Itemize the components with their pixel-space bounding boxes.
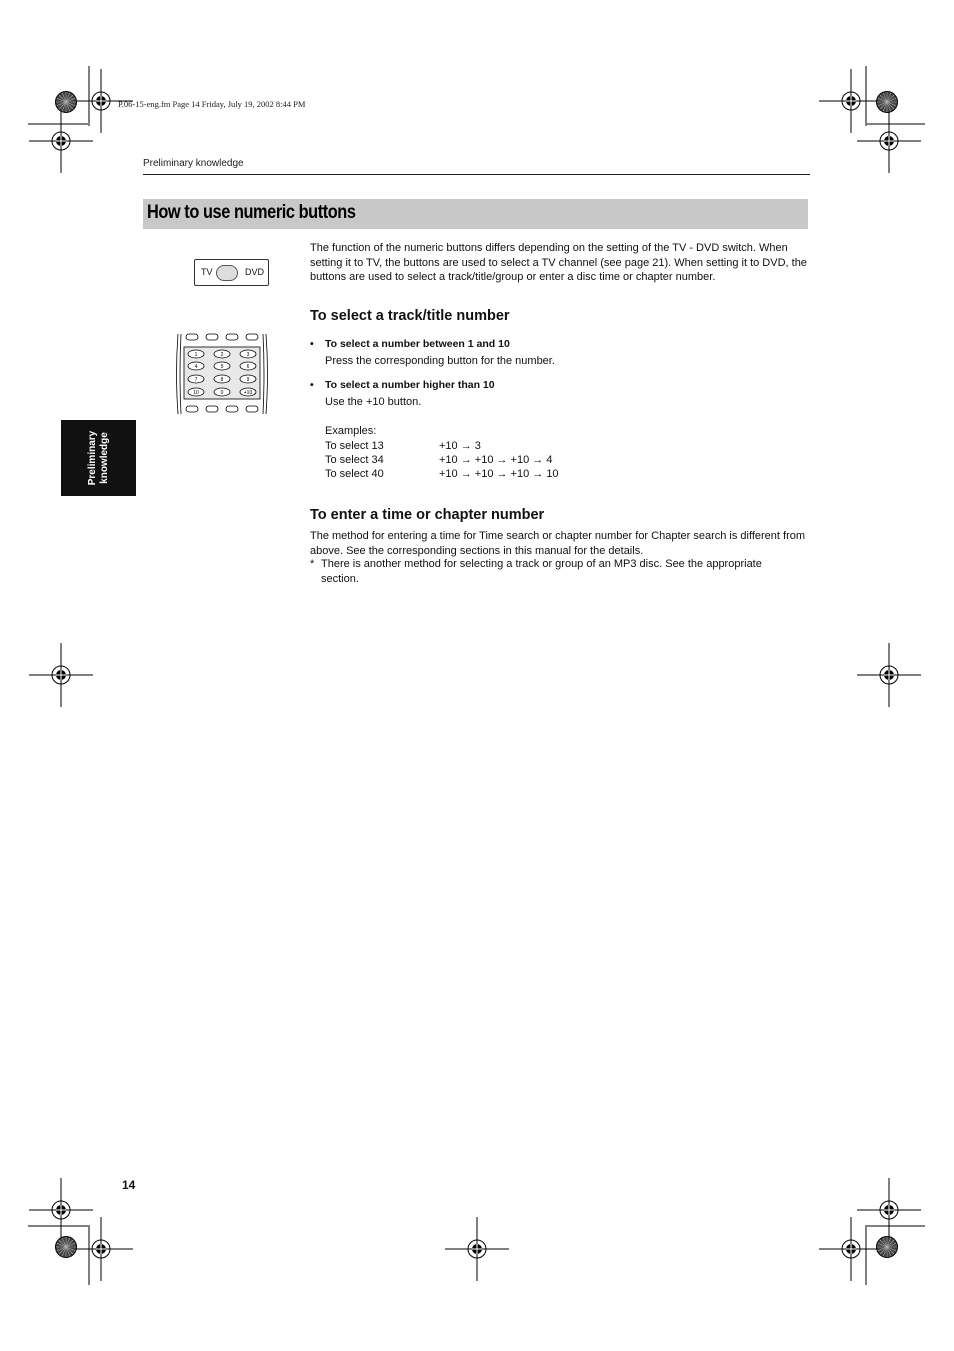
page-title: How to use numeric buttons (147, 202, 356, 223)
heading-select-track: To select a track/title number (310, 308, 510, 324)
bullet-1-to-10 (310, 338, 510, 350)
svg-text:1: 1 (194, 352, 198, 358)
running-header: Preliminary knowledge (143, 158, 244, 169)
example-row (325, 454, 552, 466)
svg-text:7: 7 (194, 377, 198, 383)
file-slug: P.06-15-eng.fm Page 14 Friday, July 19, 2002 8:44 PM (118, 99, 306, 109)
example-label: To select 40 (325, 468, 384, 480)
example-value: +10 → 3 (439, 440, 481, 452)
intro-paragraph: The function of the numeric buttons differs depending on the setting of the TV - DVD switch. When setting it to TV, the buttons are used to select a TV channel (see page 21). When setting it to DVD, the buttons are used to select a track/title/group or enter a disc time or chapter number. (310, 242, 807, 283)
title-bar (143, 199, 808, 229)
bullet-1-text: Press the corresponding button for the number. (325, 355, 555, 367)
side-tab-line2: knowledge (98, 432, 110, 484)
tv-dvd-switch-illustration (194, 259, 269, 286)
examples-label: Examples: (325, 425, 377, 437)
side-tab-line1: Preliminary (86, 430, 98, 486)
example-row (325, 440, 481, 452)
svg-text:9: 9 (246, 377, 250, 383)
note-text: There is another method for selecting a track or group of an MP3 disc. See the appropriate section. (321, 558, 762, 585)
bullet-label: To select a number higher than 10 (325, 379, 495, 391)
example-value: +10 → +10 → +10 → 4 (439, 454, 553, 466)
switch-label-dvd: DVD (245, 267, 265, 277)
switch-knob (216, 265, 238, 281)
bullet-dot: • (310, 338, 314, 350)
page-number: 14 (122, 1178, 136, 1192)
example-value: +10 → +10 → +10 → 10 (439, 468, 559, 480)
svg-text:6: 6 (246, 364, 250, 370)
svg-text:3: 3 (246, 352, 250, 358)
heading-time-chapter: To enter a time or chapter number (310, 507, 545, 523)
mp3-note (310, 557, 808, 586)
switch-label-tv: TV (201, 267, 213, 277)
note-asterisk: * (310, 558, 315, 570)
bullet-2-text: Use the +10 button. (325, 396, 422, 408)
side-tab-label (87, 423, 111, 493)
side-tab (61, 420, 136, 496)
time-chapter-paragraph: The method for entering a time for Time search or chapter number for Chapter search is different from above. See the corresponding sections in this manual for the details. (310, 530, 806, 557)
svg-text:5: 5 (220, 364, 224, 370)
svg-text:+10: +10 (243, 390, 253, 396)
bullet-label: To select a number between 1 and 10 (325, 338, 510, 350)
example-label: To select 13 (325, 440, 384, 452)
example-label: To select 34 (325, 454, 384, 466)
svg-text:2: 2 (220, 352, 224, 358)
svg-text:8: 8 (220, 377, 224, 383)
svg-text:4: 4 (194, 364, 198, 370)
example-row (325, 468, 559, 480)
header-rule (143, 174, 810, 175)
svg-text:0: 0 (220, 390, 224, 396)
bullet-dot: • (310, 379, 314, 391)
numeric-keypad-illustration (174, 330, 270, 418)
svg-text:10: 10 (193, 390, 199, 396)
bullet-higher-than-10 (310, 379, 495, 391)
